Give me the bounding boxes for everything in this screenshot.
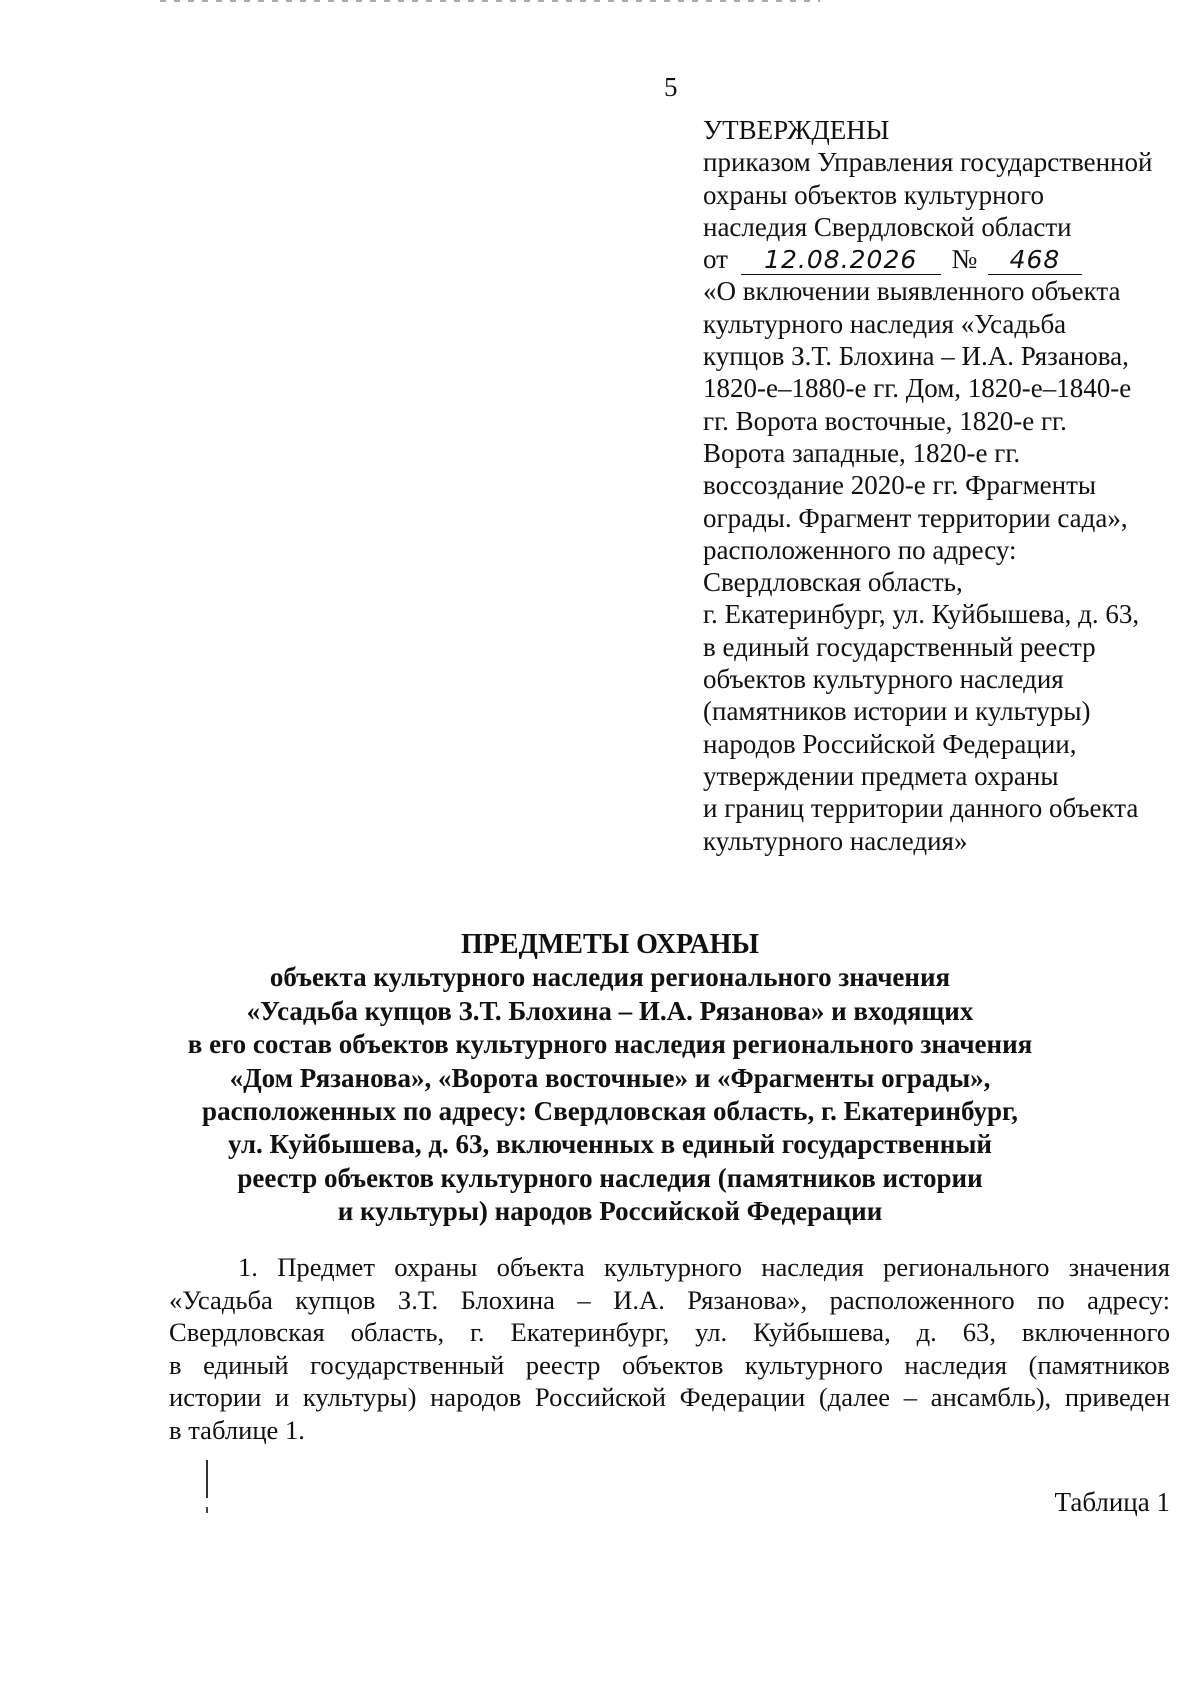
heading-line: и культуры) народов Российской Федерации bbox=[337, 1196, 883, 1227]
approval-subject-line: 1820-е–1880-е гг. Дом, 1820-е–1840-е bbox=[703, 373, 1132, 404]
approval-subject-line: и границ территории данного объекта bbox=[703, 793, 1139, 824]
document-title: ПРЕДМЕТЫ ОХРАНЫ bbox=[461, 929, 759, 960]
approval-subject-line: гг. Ворота восточные, 1820-е гг. bbox=[703, 405, 1067, 436]
approval-subject-line: объектов культурного наследия bbox=[703, 664, 1064, 695]
approval-subject-line: воссоздание 2020-е гг. Фрагменты bbox=[703, 470, 1097, 501]
heading-line: в его состав объектов культурного наследия регионального значения bbox=[187, 1029, 1033, 1060]
margin-mark bbox=[206, 1460, 208, 1498]
heading-line: расположенных по адресу: Свердловская область, г. Екатеринбург, bbox=[202, 1096, 1018, 1127]
paragraph-line: 1. Предмет охраны объекта культурного наследия регионального значения bbox=[238, 1252, 1170, 1282]
approval-block bbox=[703, 114, 1193, 857]
heading-line: объекта культурного наследия регионального значения bbox=[269, 962, 951, 993]
heading-line: «Дом Рязанова», «Ворота восточные» и «Фрагменты ограды», bbox=[229, 1062, 991, 1093]
approval-subject-line: в единый государственный реестр bbox=[703, 631, 1096, 662]
approval-subject-line: купцов З.Т. Блохина – И.А. Рязанова, bbox=[703, 341, 1129, 372]
approval-line: наследия Свердловской области bbox=[703, 211, 1072, 242]
approval-subject-line: (памятников истории и культуры) bbox=[703, 696, 1091, 727]
date-prefix: от bbox=[703, 244, 728, 275]
heading-line: реестр объектов культурного наследия (памятников истории bbox=[237, 1162, 983, 1193]
approval-subject-line: «О включении выявленного объекта bbox=[703, 276, 1121, 307]
approval-subject-line: культурного наследия» bbox=[703, 825, 968, 856]
approval-subject-line: утверждении предмета охраны bbox=[703, 760, 1059, 791]
approval-subject-line: народов Российской Федерации, bbox=[703, 728, 1077, 759]
body-paragraph bbox=[169, 1251, 1170, 1446]
approval-subject-line: культурного наследия «Усадьба bbox=[703, 308, 1067, 339]
document-heading bbox=[180, 928, 1040, 1229]
approval-line: приказом Управления государственной bbox=[703, 147, 1153, 178]
heading-line: «Усадьба купцов З.Т. Блохина – И.А. Рязанова» и входящих bbox=[246, 995, 974, 1026]
approval-subject-line: расположенного по адресу: bbox=[703, 534, 1017, 565]
number-prefix: № bbox=[951, 244, 978, 275]
paragraph-line: Свердловская область, г. Екатеринбург, ул. Куйбышева, д. 63, включенного bbox=[169, 1317, 1170, 1347]
paragraph-line: в единый государственный реестр объектов культурного наследия (памятников bbox=[169, 1349, 1170, 1380]
page-number: 5 bbox=[664, 72, 678, 102]
approval-subject-line: Ворота западные, 1820-е гг. bbox=[703, 437, 1021, 468]
handwritten-date: 12.08.2026 bbox=[741, 246, 941, 275]
table-caption: Таблица 1 bbox=[1054, 1487, 1170, 1517]
handwritten-number: 468 bbox=[988, 246, 1082, 275]
approval-subject-line: г. Екатеринбург, ул. Куйбышева, д. 63, bbox=[703, 599, 1140, 630]
approval-date-line bbox=[703, 243, 1193, 275]
paragraph-line: истории и культуры) народов Российской Федерации (далее – ансамбль), приведен bbox=[169, 1382, 1170, 1412]
heading-line: ул. Куйбышева, д. 63, включенных в единый государственный bbox=[228, 1129, 992, 1160]
scan-edge-artifact bbox=[160, 0, 820, 2]
approval-line: охраны объектов культурного bbox=[703, 179, 1044, 210]
paragraph-line: «Усадьба купцов З.Т. Блохина – И.А. Рязанова», расположенного по адресу: bbox=[169, 1284, 1170, 1315]
approval-heading: УТВЕРЖДЕНЫ bbox=[703, 115, 890, 145]
approval-subject-line: ограды. Фрагмент территории сада», bbox=[703, 502, 1128, 533]
margin-dot bbox=[206, 1507, 208, 1513]
paragraph-line: в таблице 1. bbox=[169, 1414, 305, 1445]
approval-subject-line: Свердловская область, bbox=[703, 567, 963, 598]
